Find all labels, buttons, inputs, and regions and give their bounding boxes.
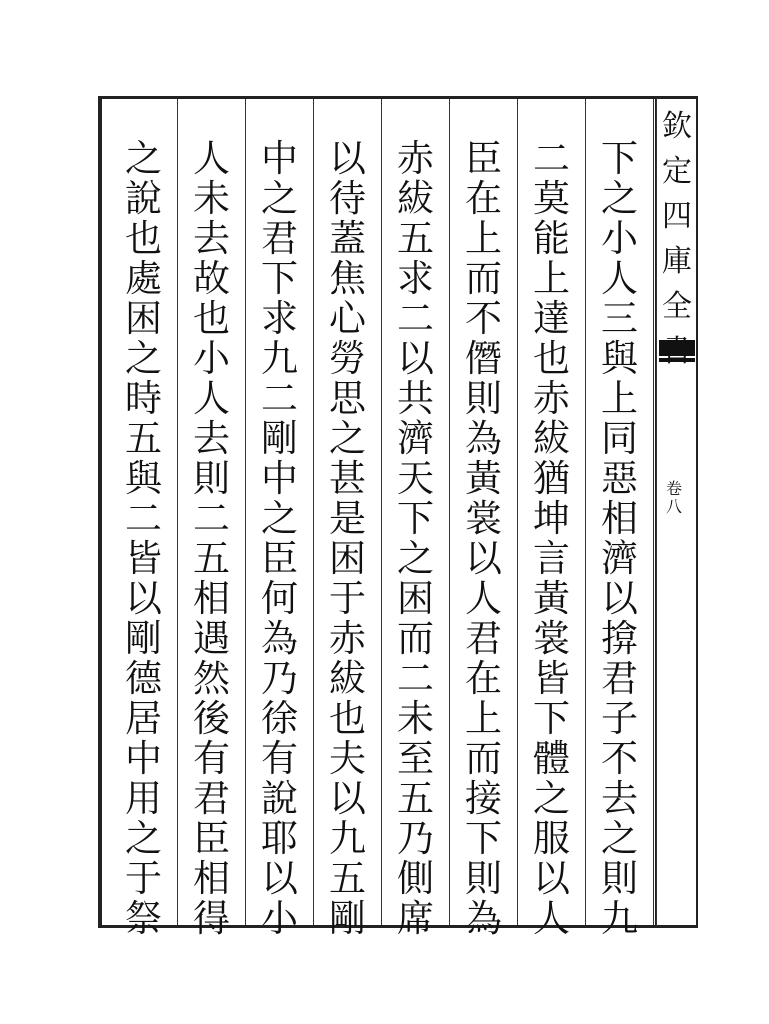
character: 有 <box>261 737 298 780</box>
character: 居 <box>125 697 162 740</box>
character: 人 <box>601 257 638 300</box>
character: 達 <box>533 297 570 340</box>
character: 求 <box>397 257 434 300</box>
character: 天 <box>397 457 434 500</box>
character: 夫 <box>329 737 366 780</box>
character: 人 <box>533 897 570 940</box>
character: 時 <box>125 377 162 420</box>
character: 皆 <box>533 657 570 700</box>
character: 坤 <box>533 497 570 540</box>
character: 下 <box>397 497 434 540</box>
title-character: 四 <box>662 199 692 234</box>
character: 五 <box>125 417 162 460</box>
character: 黃 <box>465 457 502 500</box>
fish-tail-mark <box>659 340 695 356</box>
character: 中 <box>261 457 298 500</box>
character: 與 <box>601 337 638 380</box>
character: 說 <box>261 777 298 820</box>
character: 上 <box>533 257 570 300</box>
character: 下 <box>533 697 570 740</box>
character: 求 <box>261 297 298 340</box>
character: 子 <box>601 697 638 740</box>
character: 之 <box>329 417 366 460</box>
character: 德 <box>125 657 162 700</box>
character: 不 <box>465 297 502 340</box>
volume-character: 八 <box>666 497 683 516</box>
character: 而 <box>465 257 502 300</box>
character: 困 <box>329 537 366 580</box>
character: 而 <box>397 617 434 660</box>
character: 君 <box>465 617 502 660</box>
character: 能 <box>533 217 570 260</box>
character: 相 <box>193 577 230 620</box>
character: 勞 <box>329 337 366 380</box>
character: 乃 <box>397 817 434 860</box>
character: 乃 <box>261 657 298 700</box>
character: 紱 <box>329 657 366 700</box>
character: 為 <box>465 417 502 460</box>
character: 困 <box>397 577 434 620</box>
character: 側 <box>397 857 434 900</box>
character: 待 <box>329 177 366 220</box>
character: 二 <box>533 137 570 180</box>
character: 二 <box>261 377 298 420</box>
title-character: 庫 <box>662 244 692 279</box>
character: 黃 <box>533 577 570 620</box>
character: 臣 <box>193 817 230 860</box>
character: 上 <box>465 697 502 740</box>
character: 人 <box>193 137 230 180</box>
text-column <box>518 99 586 940</box>
character: 為 <box>465 897 502 940</box>
character: 之 <box>533 777 570 820</box>
character: 在 <box>465 657 502 700</box>
character: 以 <box>533 857 570 900</box>
character: 濟 <box>601 537 638 580</box>
character: 未 <box>397 697 434 740</box>
character: 也 <box>533 337 570 380</box>
character: 以 <box>329 137 366 180</box>
character: 以 <box>601 577 638 620</box>
character: 九 <box>601 897 638 940</box>
character: 二 <box>125 497 162 540</box>
character: 未 <box>193 177 230 220</box>
text-column <box>178 99 246 940</box>
book-title <box>659 104 695 336</box>
character: 君 <box>601 657 638 700</box>
character: 有 <box>193 737 230 780</box>
character: 皆 <box>125 537 162 580</box>
character: 也 <box>329 697 366 740</box>
character: 人 <box>465 577 502 620</box>
character: 五 <box>397 777 434 820</box>
character: 與 <box>125 457 162 500</box>
character: 二 <box>397 657 434 700</box>
character: 赤 <box>533 377 570 420</box>
text-column <box>450 99 518 940</box>
character: 則 <box>193 457 230 500</box>
character: 五 <box>329 857 366 900</box>
character: 以 <box>261 857 298 900</box>
character: 甚 <box>329 457 366 500</box>
character: 五 <box>397 217 434 260</box>
character: 裳 <box>465 497 502 540</box>
character: 為 <box>261 617 298 660</box>
character: 相 <box>193 857 230 900</box>
character: 同 <box>601 417 638 460</box>
character: 得 <box>193 897 230 940</box>
fish-tail-mark-line <box>659 358 695 362</box>
character: 臣 <box>261 537 298 580</box>
character: 遇 <box>193 617 230 660</box>
character: 則 <box>601 857 638 900</box>
character: 席 <box>397 897 434 940</box>
character: 五 <box>193 537 230 580</box>
character: 上 <box>465 217 502 260</box>
character: 中 <box>261 137 298 180</box>
character: 在 <box>465 177 502 220</box>
character: 然 <box>193 657 230 700</box>
character: 至 <box>397 737 434 780</box>
character: 不 <box>601 737 638 780</box>
character: 小 <box>193 337 230 380</box>
character: 臣 <box>465 137 502 180</box>
volume-character: 卷 <box>666 479 683 498</box>
character: 心 <box>329 297 366 340</box>
character: 濟 <box>397 417 434 460</box>
character: 用 <box>125 777 162 820</box>
character: 困 <box>125 297 162 340</box>
character: 下 <box>261 257 298 300</box>
character: 服 <box>533 817 570 860</box>
character: 二 <box>397 297 434 340</box>
character: 處 <box>125 257 162 300</box>
character: 上 <box>601 377 638 420</box>
character: 三 <box>601 297 638 340</box>
character: 之 <box>125 337 162 380</box>
character: 莫 <box>533 177 570 220</box>
character: 祭 <box>125 897 162 940</box>
character: 以 <box>465 537 502 580</box>
text-column <box>314 99 382 940</box>
character: 剛 <box>329 897 366 940</box>
character: 則 <box>465 377 502 420</box>
character: 之 <box>601 817 638 860</box>
character: 接 <box>465 777 502 820</box>
character: 言 <box>533 537 570 580</box>
character: 赤 <box>329 617 366 660</box>
character: 去 <box>193 217 230 260</box>
character: 耶 <box>261 817 298 860</box>
character: 紱 <box>397 177 434 220</box>
character: 以 <box>329 777 366 820</box>
character: 下 <box>465 817 502 860</box>
title-character: 欽 <box>662 109 692 144</box>
title-character: 定 <box>662 154 692 189</box>
character: 而 <box>465 737 502 780</box>
character: 紱 <box>533 417 570 460</box>
character: 裳 <box>533 617 570 660</box>
character: 猶 <box>533 457 570 500</box>
character: 說 <box>125 177 162 220</box>
character: 剛 <box>261 417 298 460</box>
character: 人 <box>193 377 230 420</box>
character: 小 <box>261 897 298 940</box>
character: 之 <box>125 137 162 180</box>
character: 九 <box>329 817 366 860</box>
text-column <box>586 99 654 940</box>
character: 共 <box>397 377 434 420</box>
character: 去 <box>193 417 230 460</box>
character: 焦 <box>329 257 366 300</box>
character: 中 <box>125 737 162 780</box>
character: 下 <box>601 137 638 180</box>
character: 也 <box>125 217 162 260</box>
character: 以 <box>397 337 434 380</box>
character: 二 <box>193 497 230 540</box>
character: 惡 <box>601 457 638 500</box>
text-column <box>110 99 178 940</box>
character: 僭 <box>465 337 502 380</box>
character: 君 <box>261 217 298 260</box>
character: 思 <box>329 377 366 420</box>
text-column <box>246 99 314 940</box>
character: 之 <box>601 177 638 220</box>
character: 之 <box>261 497 298 540</box>
character: 也 <box>193 297 230 340</box>
character: 小 <box>601 217 638 260</box>
character: 之 <box>261 177 298 220</box>
character: 九 <box>261 337 298 380</box>
character: 相 <box>601 497 638 540</box>
character: 何 <box>261 577 298 620</box>
character: 于 <box>329 577 366 620</box>
character: 故 <box>193 257 230 300</box>
character: 揜 <box>601 617 638 660</box>
character: 徐 <box>261 697 298 740</box>
character: 是 <box>329 497 366 540</box>
title-character: 全 <box>662 289 692 324</box>
character: 之 <box>125 817 162 860</box>
text-column <box>382 99 450 940</box>
character: 剛 <box>125 617 162 660</box>
character: 蓋 <box>329 217 366 260</box>
character: 之 <box>397 537 434 580</box>
character: 去 <box>601 777 638 820</box>
character: 于 <box>125 857 162 900</box>
character: 體 <box>533 737 570 780</box>
character: 赤 <box>397 137 434 180</box>
character: 君 <box>193 777 230 820</box>
volume-label <box>666 480 682 516</box>
character: 後 <box>193 697 230 740</box>
character: 則 <box>465 857 502 900</box>
character: 以 <box>125 577 162 620</box>
